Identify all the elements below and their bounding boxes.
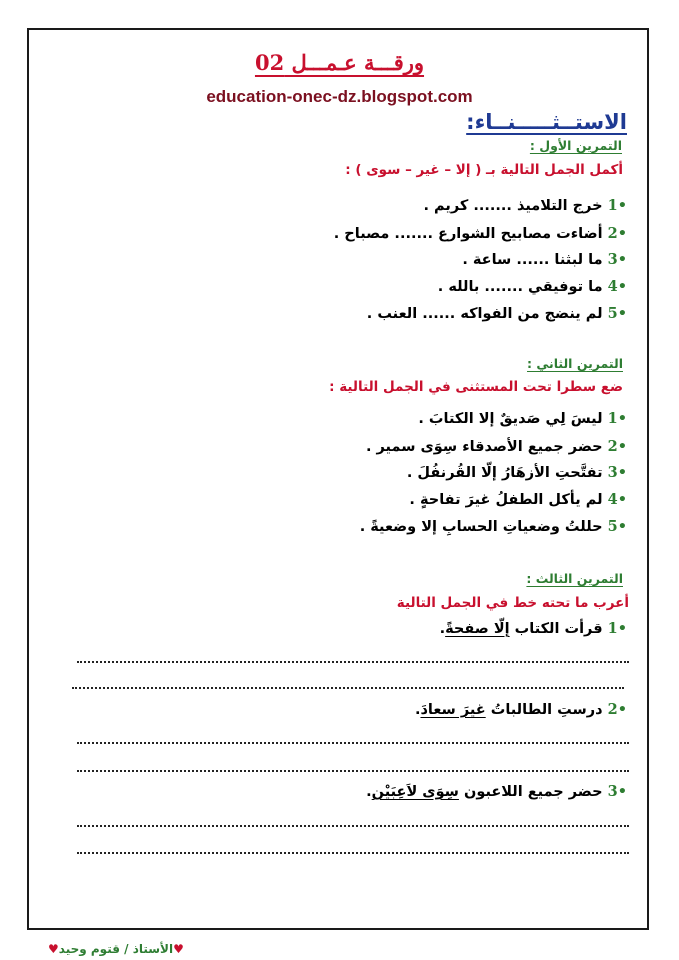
answer-line[interactable] — [77, 742, 629, 744]
lesson-title: الاستــثـــــنــاء: — [466, 110, 627, 134]
list-item: •3 حضر جميع اللاعبون سِوَى لاَعِبَيْن. — [366, 783, 627, 800]
worksheet-title: ورقـــة عـمـــل 02 — [254, 50, 425, 75]
list-item: •2 أضاءت مصابيح الشوارع ....... مصباح . — [333, 225, 627, 242]
list-item: •1 ليسَ لِي صَديقٌ إلا الكتابَ . — [418, 410, 627, 427]
list-item: •4 ما توفيقي ....... بالله . — [437, 278, 627, 295]
exercise-1-instruction: أكمل الجمل التالية بـ ( إلا – غير – سوى ) : — [345, 162, 623, 178]
answer-line[interactable] — [77, 852, 629, 854]
website-link[interactable]: education-onec-dz.blogspot.com — [206, 87, 473, 106]
exercise-3-title: التمرين الثالث : — [526, 571, 623, 586]
heart-icon: ♥ — [173, 942, 184, 956]
answer-line[interactable] — [77, 770, 629, 772]
list-item: •3 تفتَّحتِ الأزهَارُ إلّا القُرنفُلَ . — [406, 464, 627, 481]
list-item: •3 ما لبثنا ...... ساعة . — [462, 251, 627, 268]
list-item: •5 لم ينضج من الفواكه ...... العنب . — [366, 305, 627, 322]
list-item: •2 درستِ الطالباتُ غيرَ سعادَ. — [414, 701, 627, 718]
answer-line[interactable] — [72, 687, 624, 689]
exercise-1-title: التمرين الأول : — [529, 138, 622, 153]
exercise-2-title: التمرين الثاني : — [527, 356, 623, 371]
heart-icon: ♥ — [48, 942, 59, 956]
list-item: •2 حضر جميع الأصدقاء سِوَى سمير . — [365, 438, 627, 455]
exercise-3-instruction: أعرب ما تحته خط في الجمل التالية — [396, 595, 629, 611]
answer-line[interactable] — [77, 661, 629, 663]
exercise-2-instruction: ضع سطرا تحت المستثنى في الجمل التالية : — [329, 379, 623, 395]
list-item: •1 خرج التلاميذ ....... كريم . — [423, 197, 627, 214]
list-item: •1 قرأت الكتاب إلّا صفحةً. — [439, 620, 627, 637]
answer-line[interactable] — [77, 825, 629, 827]
list-item: •4 لم يأكل الطفلُ غيرَ تفاحةٍ . — [409, 491, 627, 508]
author-credit: ♥الأستاذ / قتوم وحيد♥ — [48, 942, 184, 956]
list-item: •5 حللتُ وضعياتِ الحسابِ إلا وضعيةً . — [359, 518, 627, 535]
